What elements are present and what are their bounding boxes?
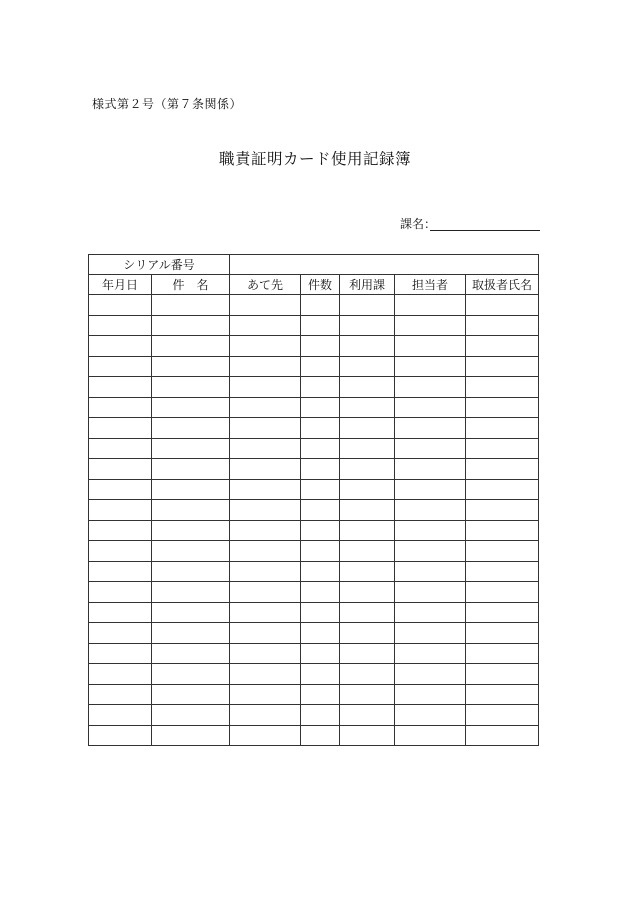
cell-person-in-charge[interactable] [395, 500, 466, 521]
cell-subject[interactable] [152, 315, 230, 336]
cell-handler-name[interactable] [466, 725, 539, 746]
cell-using-section[interactable] [340, 582, 395, 603]
cell-count[interactable] [301, 561, 340, 582]
cell-using-section[interactable] [340, 397, 395, 418]
cell-recipient[interactable] [230, 315, 301, 336]
cell-subject[interactable] [152, 684, 230, 705]
cell-date[interactable] [89, 356, 152, 377]
cell-using-section[interactable] [340, 438, 395, 459]
cell-count[interactable] [301, 418, 340, 439]
cell-person-in-charge[interactable] [395, 295, 466, 316]
cell-using-section[interactable] [340, 623, 395, 644]
cell-using-section[interactable] [340, 315, 395, 336]
cell-using-section[interactable] [340, 377, 395, 398]
cell-count[interactable] [301, 684, 340, 705]
cell-subject[interactable] [152, 356, 230, 377]
table-row [89, 315, 539, 336]
cell-recipient[interactable] [230, 561, 301, 582]
serial-number-label: シリアル番号 [89, 255, 230, 275]
cell-using-section[interactable] [340, 561, 395, 582]
table-row [89, 541, 539, 562]
table-row [89, 500, 539, 521]
cell-recipient[interactable] [230, 295, 301, 316]
cell-person-in-charge[interactable] [395, 602, 466, 623]
form-number: 様式第２号（第７条関係） [92, 97, 243, 111]
cell-count[interactable] [301, 623, 340, 644]
table-row [89, 356, 539, 377]
cell-handler-name[interactable] [466, 643, 539, 664]
table-row [89, 438, 539, 459]
cell-date[interactable] [89, 315, 152, 336]
table-row [89, 377, 539, 398]
cell-recipient[interactable] [230, 397, 301, 418]
cell-handler-name[interactable] [466, 315, 539, 336]
cell-handler-name[interactable] [466, 664, 539, 685]
cell-subject[interactable] [152, 377, 230, 398]
cell-person-in-charge[interactable] [395, 623, 466, 644]
table-row [89, 684, 539, 705]
column-header-subject: 件 名 [152, 275, 230, 295]
cell-subject[interactable] [152, 479, 230, 500]
cell-person-in-charge[interactable] [395, 520, 466, 541]
table-row [89, 336, 539, 357]
cell-count[interactable] [301, 705, 340, 726]
table-row [89, 520, 539, 541]
cell-handler-name[interactable] [466, 459, 539, 480]
cell-date[interactable] [89, 418, 152, 439]
cell-recipient[interactable] [230, 664, 301, 685]
cell-using-section[interactable] [340, 684, 395, 705]
cell-recipient[interactable] [230, 582, 301, 603]
cell-using-section[interactable] [340, 336, 395, 357]
column-header-person-in-charge: 担当者 [395, 275, 466, 295]
cell-person-in-charge[interactable] [395, 541, 466, 562]
cell-person-in-charge[interactable] [395, 479, 466, 500]
cell-person-in-charge[interactable] [395, 356, 466, 377]
cell-date[interactable] [89, 438, 152, 459]
table-row [89, 295, 539, 316]
serial-number-value[interactable] [230, 255, 539, 275]
cell-date[interactable] [89, 684, 152, 705]
cell-handler-name[interactable] [466, 602, 539, 623]
cell-count[interactable] [301, 336, 340, 357]
cell-handler-name[interactable] [466, 397, 539, 418]
cell-person-in-charge[interactable] [395, 336, 466, 357]
cell-count[interactable] [301, 541, 340, 562]
cell-recipient[interactable] [230, 500, 301, 521]
cell-count[interactable] [301, 582, 340, 603]
column-header-recipient: あて先 [230, 275, 301, 295]
cell-using-section[interactable] [340, 643, 395, 664]
cell-count[interactable] [301, 295, 340, 316]
cell-using-section[interactable] [340, 459, 395, 480]
column-header-handler-name: 取扱者氏名 [466, 275, 539, 295]
table-row [89, 561, 539, 582]
cell-subject[interactable] [152, 541, 230, 562]
cell-using-section[interactable] [340, 479, 395, 500]
cell-count[interactable] [301, 377, 340, 398]
cell-subject[interactable] [152, 725, 230, 746]
cell-handler-name[interactable] [466, 295, 539, 316]
cell-using-section[interactable] [340, 500, 395, 521]
cell-recipient[interactable] [230, 336, 301, 357]
cell-date[interactable] [89, 459, 152, 480]
cell-date[interactable] [89, 643, 152, 664]
cell-date[interactable] [89, 520, 152, 541]
cell-date[interactable] [89, 397, 152, 418]
cell-date[interactable] [89, 705, 152, 726]
cell-handler-name[interactable] [466, 520, 539, 541]
table-row [89, 418, 539, 439]
cell-count[interactable] [301, 664, 340, 685]
table-row [89, 705, 539, 726]
cell-handler-name[interactable] [466, 623, 539, 644]
cell-person-in-charge[interactable] [395, 664, 466, 685]
cell-count[interactable] [301, 500, 340, 521]
cell-date[interactable] [89, 602, 152, 623]
cell-recipient[interactable] [230, 684, 301, 705]
cell-handler-name[interactable] [466, 418, 539, 439]
cell-subject[interactable] [152, 561, 230, 582]
cell-handler-name[interactable] [466, 561, 539, 582]
column-header-date: 年月日 [89, 275, 152, 295]
cell-recipient[interactable] [230, 356, 301, 377]
cell-handler-name[interactable] [466, 479, 539, 500]
table-row [89, 602, 539, 623]
cell-recipient[interactable] [230, 643, 301, 664]
cell-subject[interactable] [152, 582, 230, 603]
cell-using-section[interactable] [340, 541, 395, 562]
cell-date[interactable] [89, 582, 152, 603]
serial-number-row [89, 255, 539, 275]
cell-subject[interactable] [152, 520, 230, 541]
cell-person-in-charge[interactable] [395, 684, 466, 705]
cell-using-section[interactable] [340, 520, 395, 541]
cell-date[interactable] [89, 500, 152, 521]
table-row [89, 664, 539, 685]
table-row [89, 623, 539, 644]
cell-subject[interactable] [152, 418, 230, 439]
cell-using-section[interactable] [340, 664, 395, 685]
table-row [89, 397, 539, 418]
cell-count[interactable] [301, 397, 340, 418]
cell-using-section[interactable] [340, 705, 395, 726]
section-name-field[interactable] [400, 217, 540, 231]
cell-count[interactable] [301, 643, 340, 664]
cell-count[interactable] [301, 356, 340, 377]
table-row [89, 459, 539, 480]
cell-handler-name[interactable] [466, 705, 539, 726]
cell-person-in-charge[interactable] [395, 459, 466, 480]
cell-date[interactable] [89, 623, 152, 644]
cell-count[interactable] [301, 459, 340, 480]
column-header-count: 件数 [301, 275, 340, 295]
cell-handler-name[interactable] [466, 377, 539, 398]
cell-count[interactable] [301, 725, 340, 746]
cell-recipient[interactable] [230, 459, 301, 480]
cell-person-in-charge[interactable] [395, 643, 466, 664]
cell-date[interactable] [89, 295, 152, 316]
cell-subject[interactable] [152, 705, 230, 726]
cell-date[interactable] [89, 561, 152, 582]
cell-using-section[interactable] [340, 725, 395, 746]
cell-date[interactable] [89, 377, 152, 398]
cell-person-in-charge[interactable] [395, 418, 466, 439]
cell-subject[interactable] [152, 397, 230, 418]
cell-subject[interactable] [152, 336, 230, 357]
usage-log-table [88, 254, 539, 746]
page-title: 職責証明カード使用記録簿 [218, 150, 411, 168]
cell-date[interactable] [89, 479, 152, 500]
cell-using-section[interactable] [340, 418, 395, 439]
cell-handler-name[interactable] [466, 500, 539, 521]
column-header-row [89, 275, 539, 295]
cell-count[interactable] [301, 602, 340, 623]
cell-count[interactable] [301, 479, 340, 500]
table-row [89, 643, 539, 664]
cell-person-in-charge[interactable] [395, 397, 466, 418]
cell-recipient[interactable] [230, 479, 301, 500]
cell-recipient[interactable] [230, 438, 301, 459]
cell-handler-name[interactable] [466, 438, 539, 459]
table-row [89, 479, 539, 500]
cell-subject[interactable] [152, 643, 230, 664]
cell-person-in-charge[interactable] [395, 705, 466, 726]
cell-person-in-charge[interactable] [395, 582, 466, 603]
cell-subject[interactable] [152, 602, 230, 623]
cell-handler-name[interactable] [466, 684, 539, 705]
cell-person-in-charge[interactable] [395, 725, 466, 746]
cell-count[interactable] [301, 438, 340, 459]
cell-subject[interactable] [152, 438, 230, 459]
cell-recipient[interactable] [230, 541, 301, 562]
cell-handler-name[interactable] [466, 336, 539, 357]
cell-date[interactable] [89, 336, 152, 357]
table-row [89, 725, 539, 746]
cell-using-section[interactable] [340, 356, 395, 377]
cell-handler-name[interactable] [466, 541, 539, 562]
cell-recipient[interactable] [230, 377, 301, 398]
cell-person-in-charge[interactable] [395, 377, 466, 398]
cell-count[interactable] [301, 520, 340, 541]
column-header-using-section: 利用課 [340, 275, 395, 295]
cell-person-in-charge[interactable] [395, 315, 466, 336]
cell-handler-name[interactable] [466, 582, 539, 603]
cell-subject[interactable] [152, 500, 230, 521]
cell-using-section[interactable] [340, 602, 395, 623]
cell-subject[interactable] [152, 664, 230, 685]
cell-subject[interactable] [152, 459, 230, 480]
cell-recipient[interactable] [230, 418, 301, 439]
cell-count[interactable] [301, 315, 340, 336]
cell-recipient[interactable] [230, 520, 301, 541]
cell-subject[interactable] [152, 295, 230, 316]
cell-recipient[interactable] [230, 602, 301, 623]
cell-recipient[interactable] [230, 705, 301, 726]
cell-using-section[interactable] [340, 295, 395, 316]
cell-date[interactable] [89, 664, 152, 685]
cell-recipient[interactable] [230, 725, 301, 746]
section-name-underline [430, 230, 540, 231]
table-row [89, 582, 539, 603]
section-name-label: 課名： [400, 217, 437, 231]
cell-person-in-charge[interactable] [395, 438, 466, 459]
cell-date[interactable] [89, 541, 152, 562]
cell-date[interactable] [89, 725, 152, 746]
cell-person-in-charge[interactable] [395, 561, 466, 582]
cell-handler-name[interactable] [466, 356, 539, 377]
cell-recipient[interactable] [230, 623, 301, 644]
cell-subject[interactable] [152, 623, 230, 644]
